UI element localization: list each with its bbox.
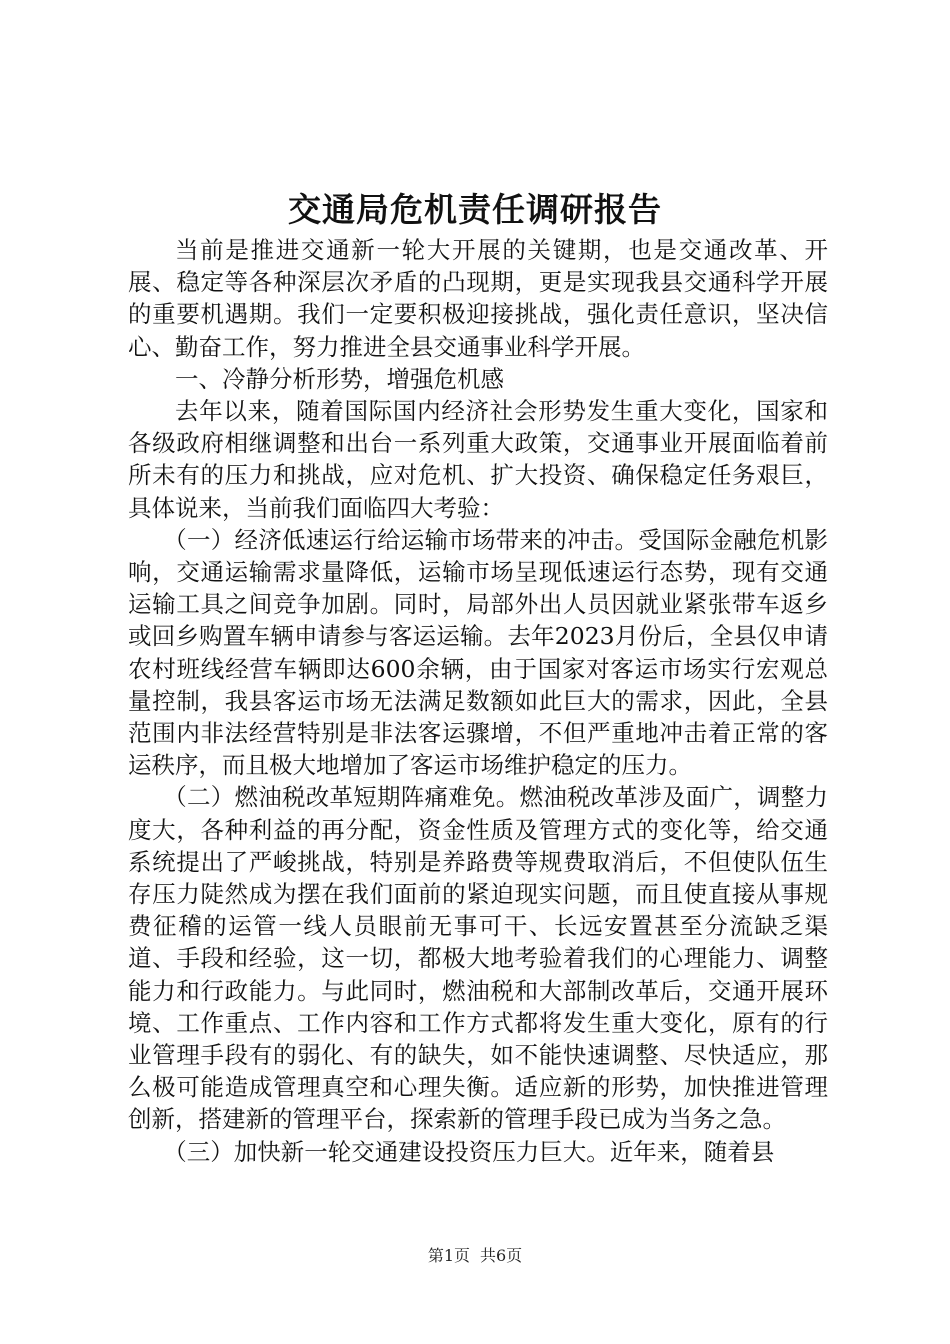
challenge-paragraph-1: （一）经济低速运行给运输市场带来的冲击。受国际金融危机影响，交通运输需求量降低，运输市场呈现低速运行态势，现有交通运输工具之间竞争加剧。同时，局部外出人员因就业紧张带车返乡或回乡购置车辆申请参与客运运输。去年2023月份后，全县仅申请农村班线经营车辆即达600余辆，由于国家对客运市场实行宏观总量控制，我县客运市场无法满足数额如此巨大的需求，因此，全县范围内非法经营特别是非法客运骤增，不但严重地冲击着正常的客运秩序，而且极大地增加了客运市场维护稳定的压力。	[128, 525, 828, 780]
context-paragraph: 去年以来，随着国际国内经济社会形势发生重大变化，国家和各级政府相继调整和出台一系列重大政策，交通事业开展面临着前所未有的压力和挑战，应对危机、扩大投资、确保稳定任务艰巨，具体说来，当前我们面临四大考验：	[128, 397, 828, 522]
section-heading: 一、冷静分析形势，增强危机感	[175, 364, 504, 393]
challenge-paragraph-3: （三）加快新一轮交通建设投资压力巨大。近年来，随着县	[163, 1137, 775, 1166]
document-title: 交通局危机责任调研报告	[288, 190, 662, 229]
document-body	[128, 234, 828, 1168]
intro-paragraph: 当前是推进交通新一轮大开展的关键期，也是交通改革、开展、稳定等各种深层次矛盾的凸现期，更是实现我县交通科学开展的重要机遇期。我们一定要积极迎接挑战，强化责任意识，坚决信心、勤奋工作，努力推进全县交通事业科学开展。	[128, 236, 828, 361]
page-footer	[0, 1244, 950, 1268]
page-number: 第1页	[427, 1246, 470, 1265]
challenge-paragraph-2: （二）燃油税改革短期阵痛难免。燃油税改革涉及面广，调整力度大，各种利益的再分配，资金性质及管理方式的变化等，给交通系统提出了严峻挑战，特别是养路费等规费取消后，不但使队伍生存压力陡然成为摆在我们面前的紧迫现实问题，而且使直接从事规费征稽的运管一线人员眼前无事可干、长远安置甚至分流缺乏渠道、手段和经验，这一切，都极大地考验着我们的心理能力、调整能力和行政能力。与此同时，燃油税和大部制改革后，交通开展环境、工作重点、工作内容和工作方式都将发生重大变化，原有的行业管理手段有的弱化、有的缺失，如不能快速调整、尽快适应，那么极可能造成管理真空和心理失衡。适应新的形势，加快推进管理创新，搭建新的管理平台，探索新的管理手段已成为当务之急。	[128, 783, 828, 1134]
page-total: 共6页	[480, 1246, 523, 1265]
